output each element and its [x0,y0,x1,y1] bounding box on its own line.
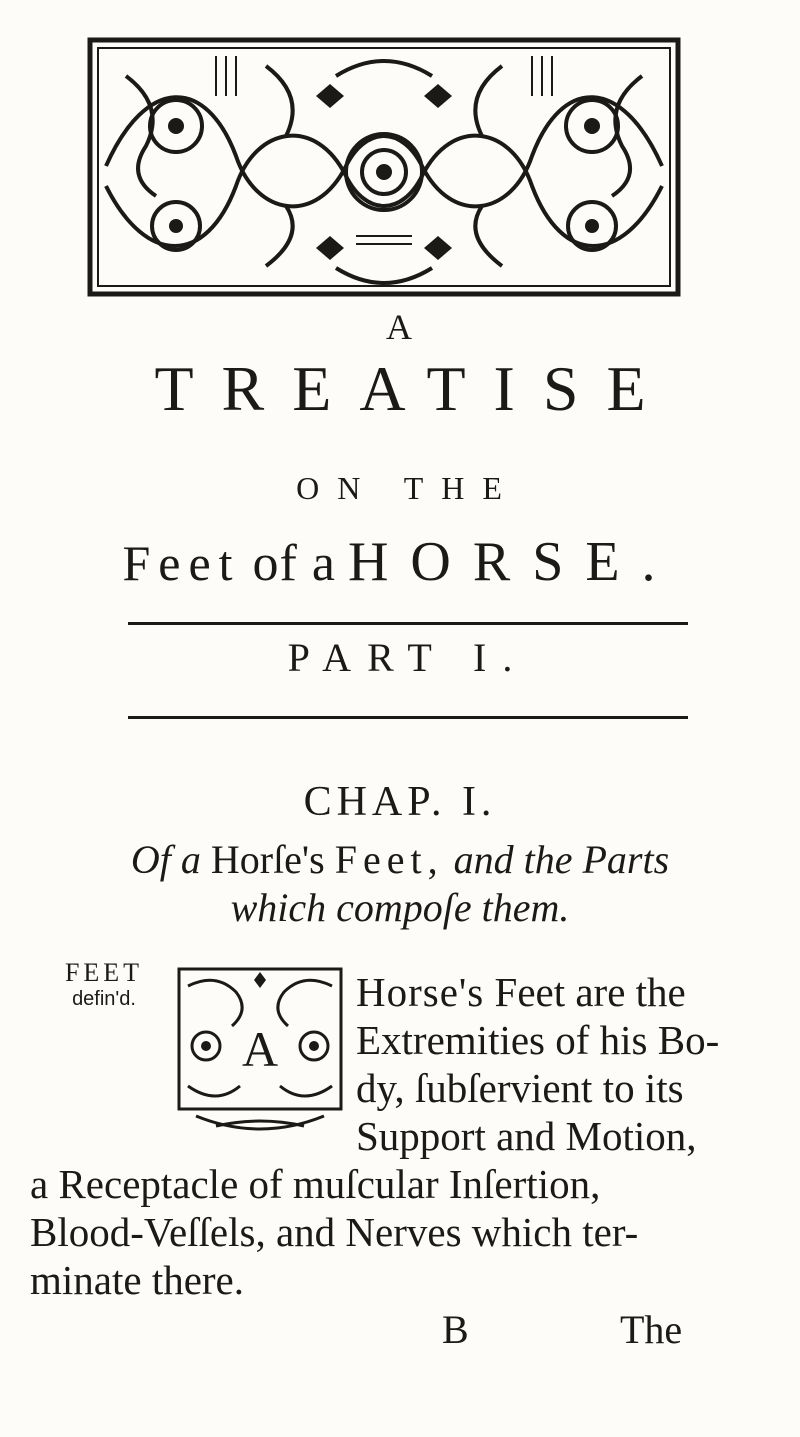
margin-note [34,960,174,1012]
title-feet-of-a-horse [0,530,800,594]
heading-horse: Horſe's [210,837,325,882]
heading-feet: Feet, [334,837,444,882]
title-horse-word: HORSE. [347,531,678,593]
body-line-5: a Receptacle of muſcular Inſertion, [30,1161,601,1207]
title-of-a: of a [252,535,336,592]
margin-note-line2: defin'd. [72,988,136,1010]
chapter-heading-line2: which compoſe them. [230,885,570,930]
title-a: A [386,307,414,347]
heading-a: a [180,837,201,882]
chapter-label: CHAP. I. [303,779,497,825]
body-line-7: minate there. [30,1257,245,1303]
ornamental-headpiece-icon [86,36,682,298]
top-rule [128,622,688,625]
initial-letter: A [241,1021,279,1077]
chapter-heading-line1 [0,836,800,883]
part-heading: PART I. [287,635,529,680]
body-line-1 [356,968,686,1016]
title-treatise: TREATISE [154,353,674,424]
body-first-word: Horse's [356,969,485,1015]
bottom-rule [128,716,688,719]
body-line-3: dy, ſubſervient to its [356,1065,684,1111]
margin-note-line1: FEET [64,958,144,987]
body-line-6: Blood-Veſſels, and Nerves which ter- [30,1209,639,1255]
catchword: The [620,1307,683,1352]
signature-mark: B [442,1307,469,1352]
title-on-the: ON THE [296,470,520,506]
heading-of: Of [130,837,171,882]
body-line-2: Extremities of his Bo- [356,1017,720,1063]
decorated-initial-icon [176,966,344,1136]
title-feet-word: Feet [122,535,241,591]
body-line1-rest: Feet are the [494,969,686,1015]
heading-rest: and the Parts [453,837,670,882]
body-line-4: Support and Motion, [356,1113,697,1159]
